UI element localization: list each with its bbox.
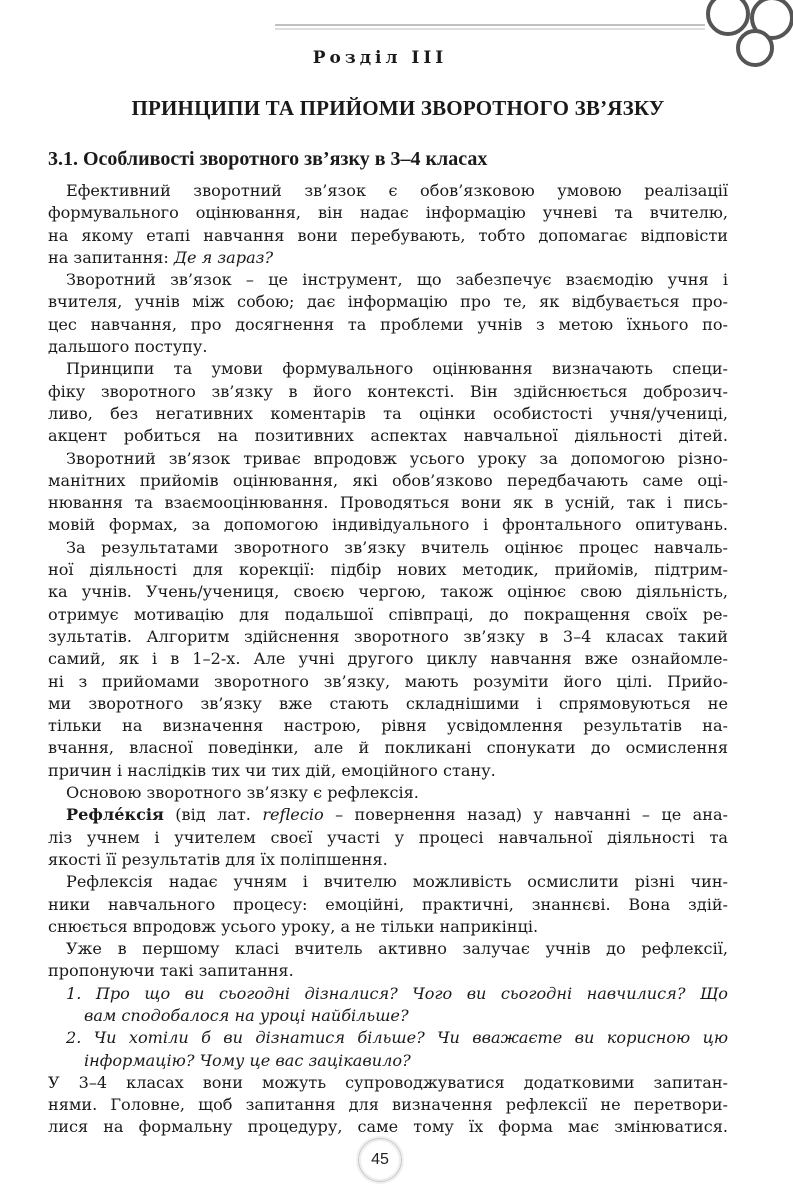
text-fragment: – повернення назад) у навчанні – це ана-	[323, 805, 728, 825]
text-line: Зворотний зв’язок – це інструмент, що забезпечує взаємодію учня і	[66, 270, 728, 290]
text-line	[48, 804, 728, 826]
question-item-continuation: вам сподобалося на уроці найбільше?	[84, 1005, 409, 1025]
text-line: Зворотний зв’язок триває впродовж усього уроку за допомогою різно-	[66, 448, 728, 468]
paragraph	[48, 448, 728, 537]
text-line: Основою зворотного зв’язку є рефлексія.	[66, 783, 419, 803]
text-line: зультатів. Алгоритм здійснення зворотного зв’язку в 3–4 класах такий	[48, 626, 728, 646]
chapter-title: ПРИНЦИПИ ТА ПРИЙОМИ ЗВОРОТНОГО ЗВ’ЯЗКУ	[131, 96, 665, 120]
text-fragment: (від лат.	[163, 805, 263, 825]
text-line: Уже в першому класі вчитель активно залучає учнів до рефлексії,	[66, 939, 728, 959]
page-body	[48, 180, 728, 1139]
page-number: 45	[358, 1138, 402, 1182]
paragraph	[48, 358, 728, 447]
paragraph	[48, 269, 728, 358]
text-fragment: на запитання:	[48, 247, 174, 267]
text-line: вчання, власної поведінки, але й покликані спонукати до осмислення	[48, 738, 728, 758]
text-line: вчителя, учнів між собою; дає інформацію про те, як відбувається про-	[48, 292, 728, 312]
paragraph	[48, 782, 728, 804]
text-line: тільки на визначення настрою, рівня усвідомлення результатів на-	[48, 716, 728, 736]
text-line: формувального оцінювання, він надає інформацію учневі та вчителю,	[48, 203, 728, 223]
text-line: нювання та взаємооцінювання. Проводяться вони як в усній, так і пись-	[48, 493, 728, 513]
chapter-label: Розділ III	[312, 48, 448, 68]
text-line: ні з прийомами зворотного зв’язку, мають розуміти його цілі. Прийо-	[48, 671, 728, 691]
paragraph	[48, 938, 728, 983]
text-line: пропонуючи такі запитання.	[48, 961, 294, 981]
text-line	[48, 247, 728, 269]
definition-paragraph	[48, 804, 728, 871]
question-list	[48, 983, 728, 1072]
emphasis-question: Де я зараз?	[173, 247, 274, 267]
text-line: Принципи та умови формувального оцінювання визначають специ-	[66, 359, 728, 379]
paragraph	[48, 537, 728, 782]
text-line: акцент робиться на позитивних аспектах навчальної діяльності дітей.	[48, 426, 728, 446]
text-line: Рефлексія надає учням і вчителю можливість осмислити різні чин-	[66, 872, 728, 892]
section-heading: 3.1. Особливості зворотного зв’язку в 3–4 класах	[48, 148, 488, 170]
text-line: манітних прийомів оцінювання, які обов’язково передбачають саме оці-	[48, 470, 728, 490]
text-line: За результатами зворотного зв’язку вчитель оцінює процес навчаль-	[66, 537, 728, 557]
text-line: ної діяльності для корекції: підбір нових методик, прийомів, підтрим-	[48, 560, 728, 580]
text-line: якості її результатів для їх поліпшення.	[48, 849, 388, 869]
text-line: мовій формах, за допомогою індивідуального і фронтального опитувань.	[48, 515, 728, 535]
text-line: ліз учнем і учителем своєї участі у процесі навчальної діяльності та	[48, 827, 728, 847]
paragraph	[48, 871, 728, 938]
text-line: отримує мотивацію для подальшої співпраці, до покращення своїх ре-	[48, 604, 728, 624]
text-line: ники навчального процесу: емоційні, практичні, знаннєві. Вона здій-	[48, 894, 728, 914]
text-line: цес навчання, про досягнення та проблеми учнів з метою їхнього по-	[48, 314, 728, 334]
text-line: снюється впродовж усього уроку, а не тільки наприкінці.	[48, 916, 539, 936]
text-line: самий, як і в 1–2-х. Але учні другого циклу навчання вже ознайомле-	[48, 649, 728, 669]
text-line: фіку зворотного зв’язку в його контексті. Він здійснюється доброзич-	[48, 381, 728, 401]
text-line: Ефективний зворотний зв’язок є обов’язковою умовою реалізації	[66, 181, 728, 200]
text-line: ливо, без негативних коментарів та оцінки особистості учня/учениці,	[48, 403, 728, 423]
latin-term: reflecio	[262, 805, 324, 825]
defined-term: Рефле́ксія	[66, 805, 164, 825]
text-line: ми зворотного зв’язку вже стають складнішими і спрямовуються не	[48, 693, 728, 713]
text-line: причин і наслідків тих чи тих дій, емоційного стану.	[48, 760, 496, 780]
text-line: лися на формальну процедуру, саме тому їх форма має змінюватися.	[48, 1117, 728, 1137]
question-item: 1. Про що ви сьогодні дізналися? Чого ви сьогодні навчилися? Що	[66, 983, 728, 1003]
chapter-rings-ornament-icon	[0, 0, 793, 80]
text-line: дальшого поступу.	[48, 337, 208, 357]
text-line: нями. Головне, щоб запитання для визначення рефлексії не перетвори-	[48, 1095, 728, 1115]
text-line: У 3–4 класах вони можуть супроводжуватися додатковими запитан-	[48, 1072, 728, 1092]
text-line: ка учнів. Учень/учениця, своєю чергою, також оцінює свою діяльність,	[48, 582, 728, 602]
question-item: 2. Чи хотіли б ви дізнатися більше? Чи вважаєте ви корисною цю	[66, 1028, 728, 1048]
paragraph	[48, 1072, 728, 1139]
text-line: на якому етапі навчання вони перебувають, тобто допомагає відповісти	[48, 225, 728, 245]
paragraph	[48, 180, 728, 269]
question-item-continuation: інформацію? Чому це вас зацікавило?	[84, 1050, 411, 1070]
